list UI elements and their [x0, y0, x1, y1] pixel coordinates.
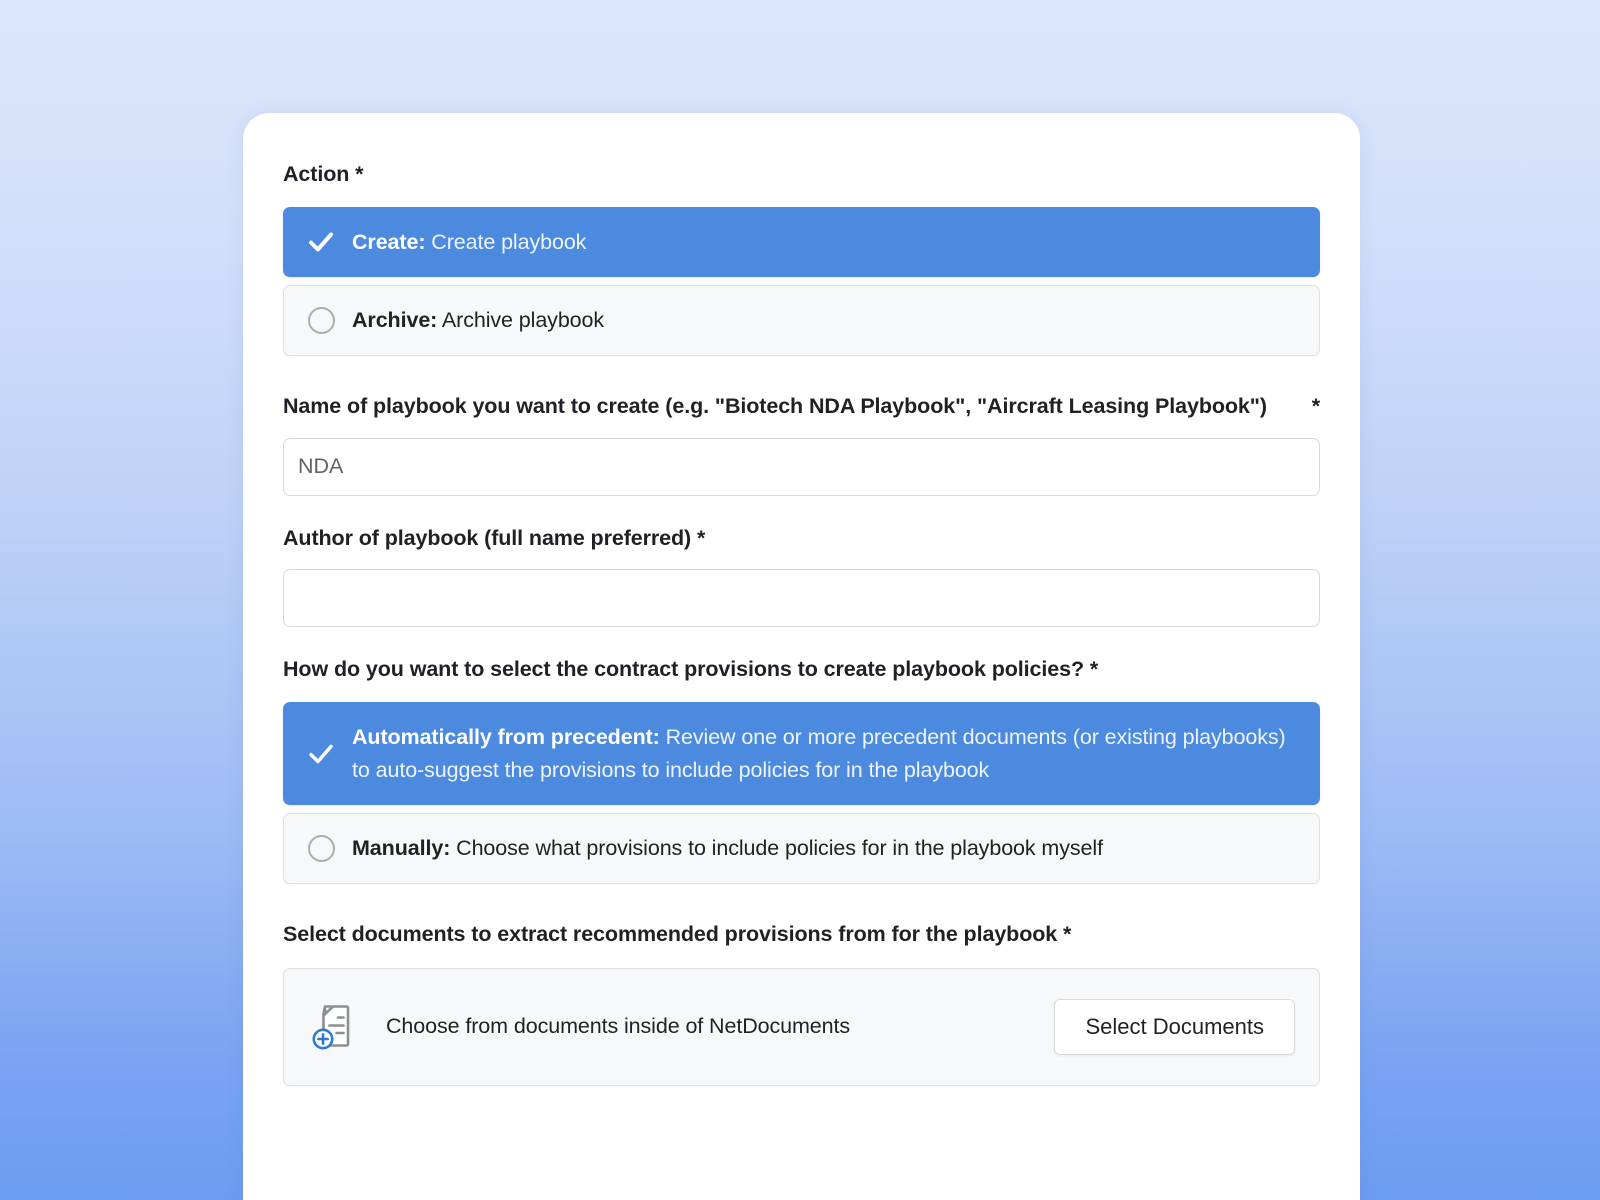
document-add-icon [308, 999, 364, 1055]
playbook-name-field-label [283, 390, 1320, 423]
playbook-name-required-marker: * [1311, 394, 1320, 419]
provision-selection-field [283, 653, 1320, 884]
provision-selection-field-label: How do you want to select the contract provisions to create playbook policies? * [283, 657, 1099, 682]
action-option-create[interactable] [283, 207, 1320, 278]
provision-option-automatic-title: Automatically from precedent: [352, 725, 660, 750]
document-selection-field-label: Select documents to extract recommended provisions from for the playbook * [283, 922, 1072, 947]
provision-option-manual-text [352, 832, 1103, 865]
radio-unchecked-icon [306, 306, 336, 336]
action-option-create-text [352, 226, 586, 259]
document-picker-text: Choose from documents inside of NetDocuments [386, 1014, 851, 1039]
provision-option-manual-title: Manually: [352, 836, 451, 861]
action-label-text: Action [283, 162, 350, 186]
select-documents-button[interactable]: Select Documents [1054, 999, 1295, 1055]
playbook-name-field [283, 390, 1320, 496]
playbook-form-card [243, 113, 1360, 1200]
provision-option-manual-description: Choose what provisions to include policies for in the playbook myself [456, 836, 1103, 861]
action-field [283, 158, 1320, 356]
provision-option-automatic-text [352, 721, 1297, 786]
provision-option-automatic-description: Review one or more precedent documents (or existing playbooks) to auto-suggest the provisions to include policies for in the playbook [352, 725, 1286, 782]
action-option-archive[interactable] [283, 285, 1320, 356]
author-field-label: Author of playbook (full name preferred) * [283, 525, 706, 550]
author-input[interactable] [283, 569, 1320, 627]
playbook-name-input[interactable] [283, 438, 1320, 496]
action-option-archive-text [352, 304, 604, 337]
action-option-archive-description: Archive playbook [441, 308, 605, 333]
provision-option-automatic[interactable] [283, 702, 1320, 805]
playbook-name-label-text: Name of playbook you want to create (e.g. "Biotech NDA Playbook", "Aircraft Leasing Playbook") [283, 394, 1267, 419]
radio-unchecked-icon [306, 834, 336, 864]
action-required-marker: * [355, 162, 364, 186]
document-picker-panel [283, 968, 1320, 1086]
provision-selection-options-group [283, 702, 1320, 884]
action-options-group [283, 207, 1320, 356]
action-field-label [283, 158, 1320, 191]
check-icon [306, 227, 336, 257]
action-option-create-description: Create playbook [431, 229, 587, 254]
document-selection-field [283, 918, 1320, 1086]
action-option-archive-title: Archive: [352, 308, 438, 333]
check-icon [306, 739, 336, 769]
action-option-create-title: Create: [352, 229, 426, 254]
author-field [283, 522, 1320, 628]
provision-option-manual[interactable] [283, 813, 1320, 884]
